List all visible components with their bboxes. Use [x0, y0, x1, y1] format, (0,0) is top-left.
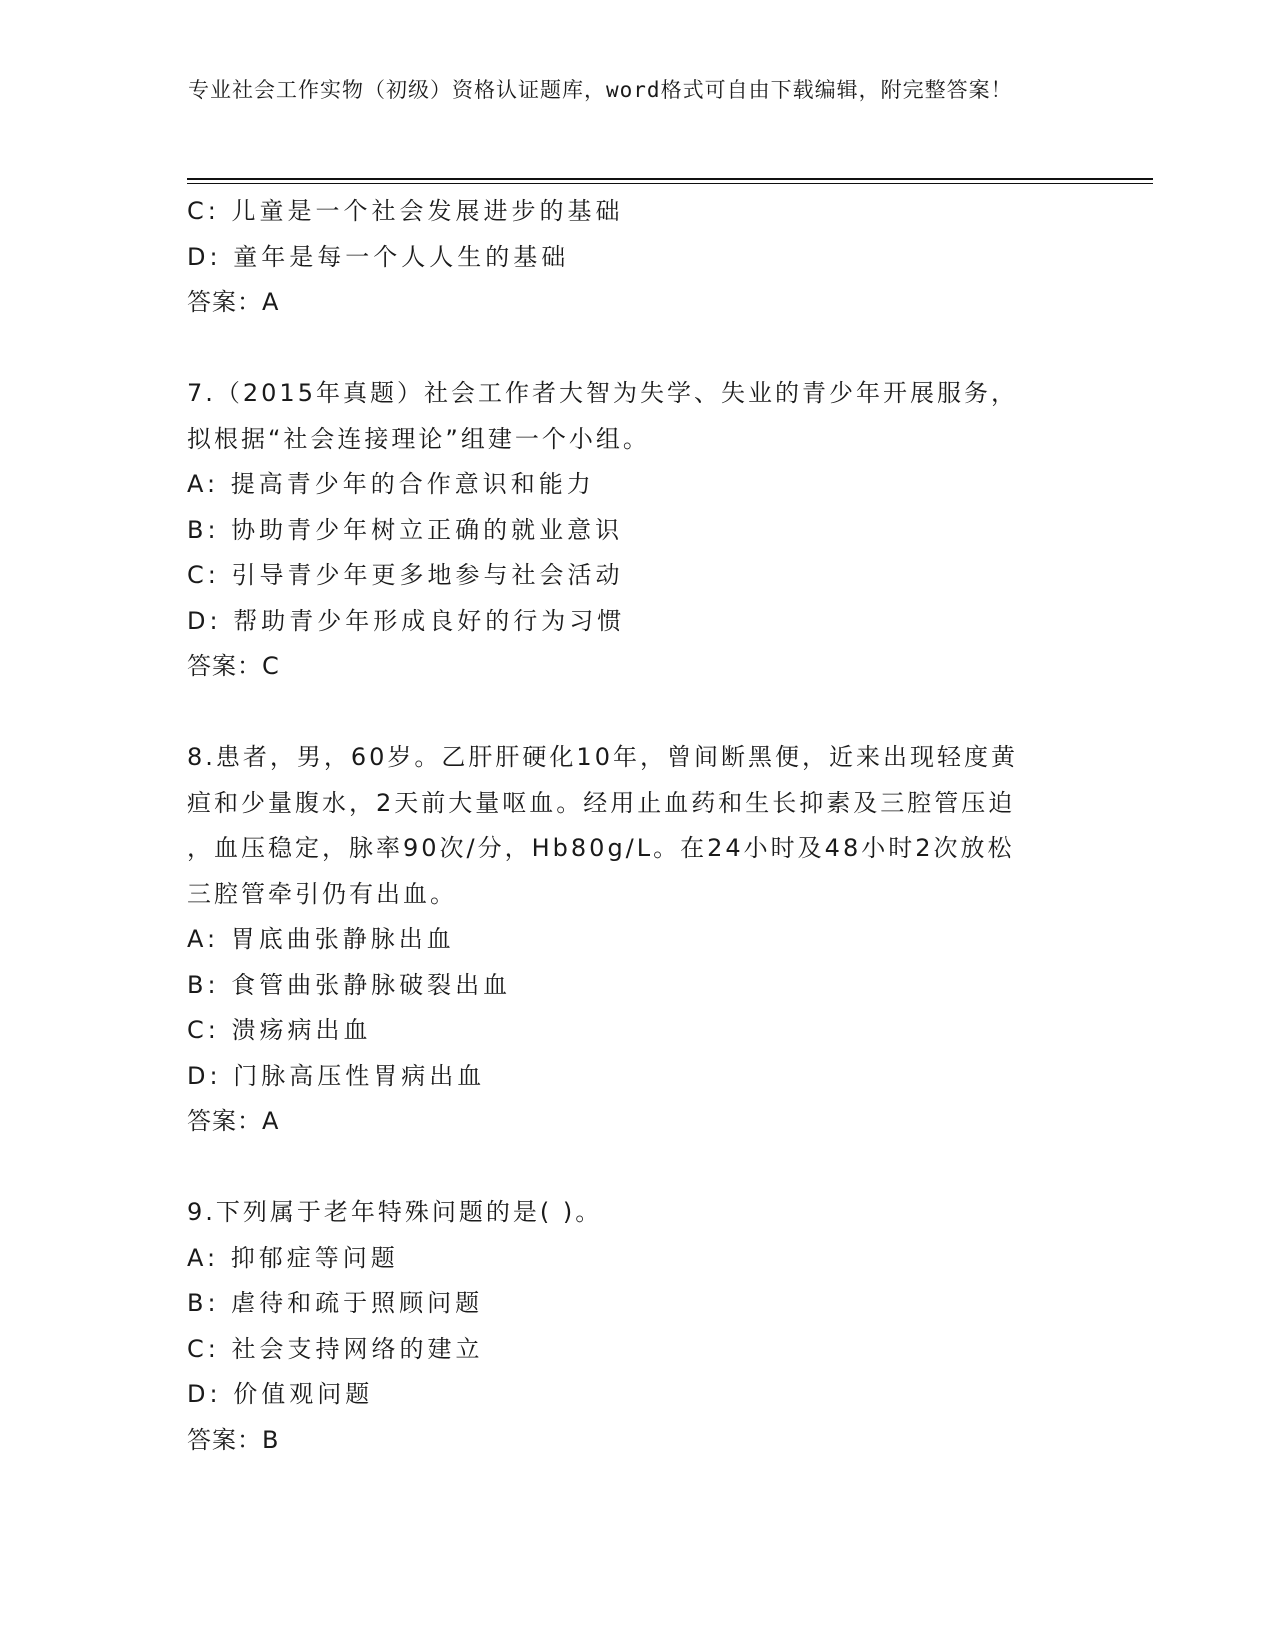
- question-stem-line: 三腔管牵引仍有出血。: [187, 879, 457, 908]
- option-a: A: 抑郁症等问题: [187, 1243, 399, 1272]
- question-stem-line: 拟根据“社会连接理论”组建一个小组。: [187, 424, 650, 453]
- document-header: [188, 74, 1068, 106]
- option-d: D: 门脉高压性胃病出血: [187, 1061, 486, 1090]
- question-block-8: [187, 735, 1087, 1145]
- option-c: C: 社会支持网络的建立: [187, 1334, 484, 1363]
- question-block-prev: [187, 189, 1087, 326]
- option-a: A: 胃底曲张静脉出血: [187, 925, 455, 953]
- option-d: D: 童年是每一个人人生的基础: [187, 242, 570, 271]
- answer-line: 答案：C: [187, 652, 280, 680]
- option-b: B: 虐待和疏于照顾问题: [187, 1289, 484, 1317]
- question-block-9: [187, 1190, 1087, 1463]
- header-rule-thin: [187, 183, 1153, 184]
- question-stem-line: 9.下列属于老年特殊问题的是( )。: [187, 1198, 603, 1226]
- question-stem-line: 8.患者，男，60岁。乙肝肝硬化10年，曾间断黑便，近来出现轻度黄: [187, 743, 1018, 771]
- option-b: B: 食管曲张静脉破裂出血: [187, 970, 512, 999]
- option-c: C: 儿童是一个社会发展进步的基础: [187, 197, 624, 225]
- header-title: 专业社会工作实物（初级）资格认证题库，word格式可自由下载编辑，附完整答案！: [188, 78, 1013, 102]
- question-stem-line: 7.（2015年真题）社会工作者大智为失学、失业的青少年开展服务，: [187, 379, 1018, 407]
- option-b: B: 协助青少年树立正确的就业意识: [187, 515, 624, 544]
- answer-line: 答案：A: [187, 288, 280, 316]
- option-d: D: 帮助青少年形成良好的行为习惯: [187, 606, 626, 635]
- question-list: [187, 189, 1087, 1463]
- header-rule-thick: [187, 178, 1153, 180]
- question-stem-line: 疸和少量腹水，2天前大量呕血。经用止血药和生长抑素及三腔管压迫: [187, 788, 1016, 817]
- option-c: C: 引导青少年更多地参与社会活动: [187, 561, 624, 589]
- option-a: A: 提高青少年的合作意识和能力: [187, 470, 595, 498]
- option-c: C: 溃疡病出血: [187, 1016, 372, 1044]
- question-block-7: [187, 371, 1087, 690]
- question-stem-line: ，血压稳定，脉率90次/分，Hb80g/L。在24小时及48小时2次放松: [187, 834, 1015, 862]
- answer-line: 答案：B: [187, 1425, 280, 1454]
- answer-line: 答案：A: [187, 1107, 280, 1135]
- option-d: D: 价值观问题: [187, 1380, 374, 1408]
